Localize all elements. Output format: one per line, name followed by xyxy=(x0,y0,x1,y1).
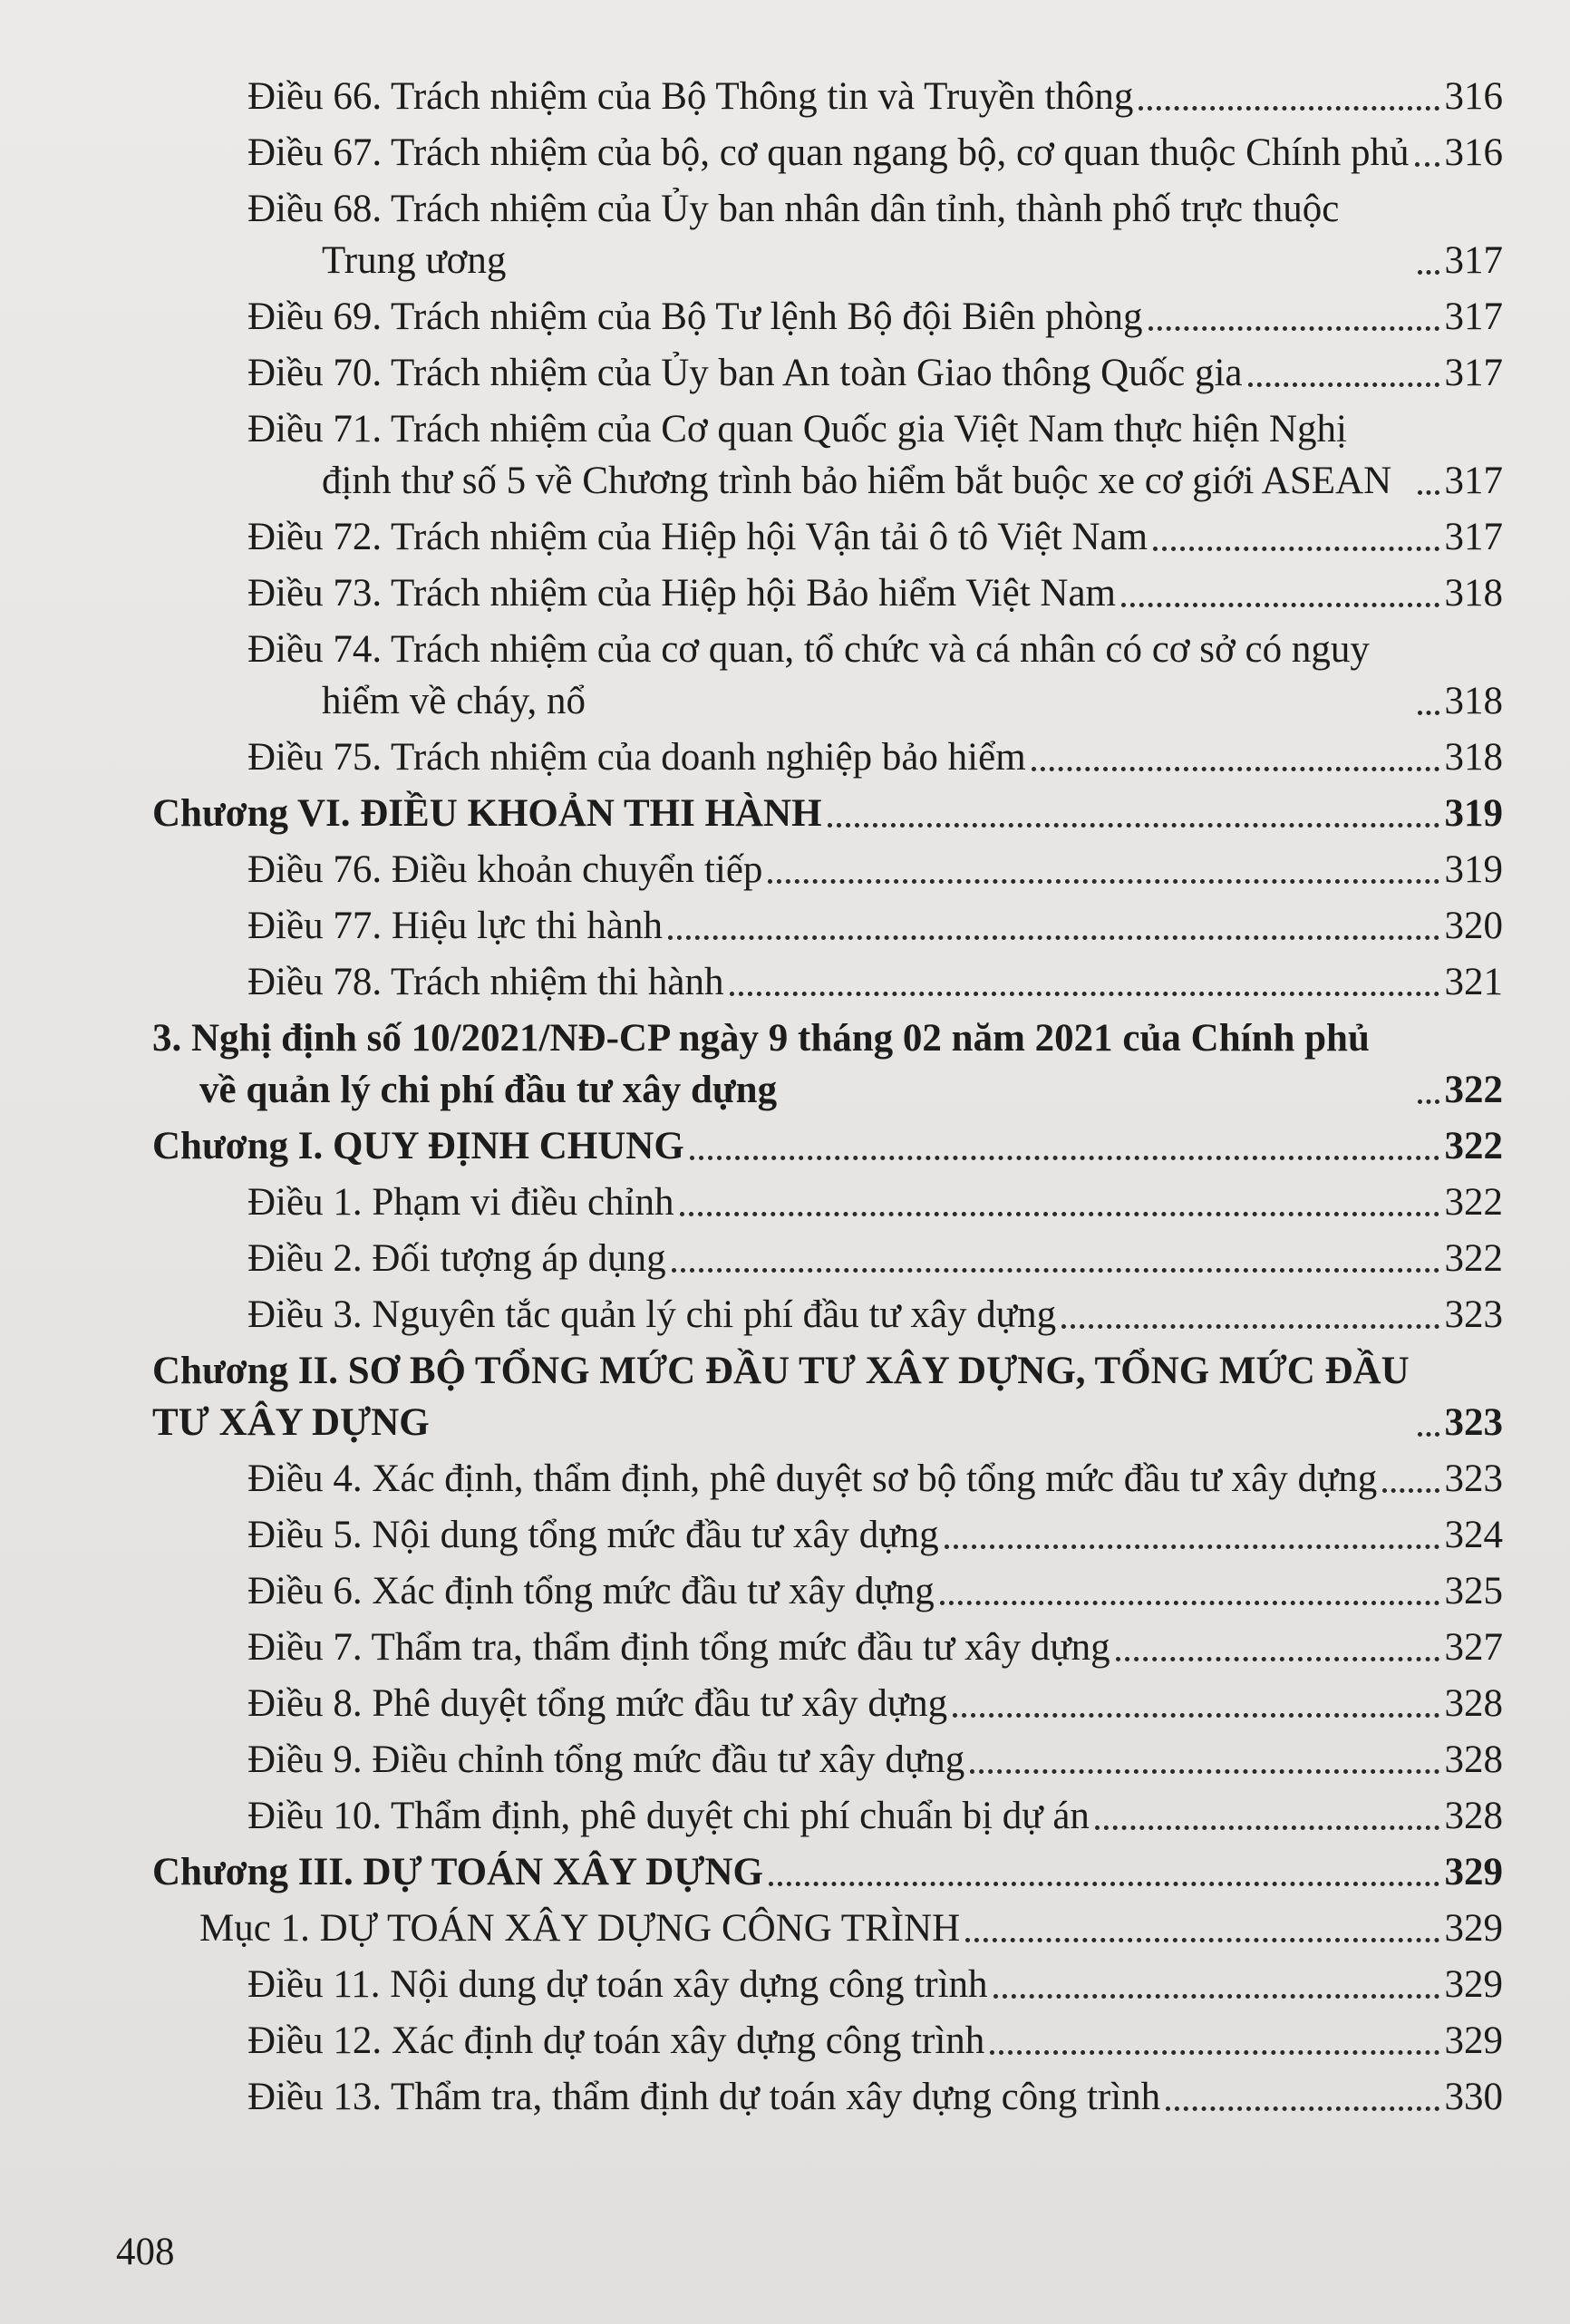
dot-leader xyxy=(690,1156,1439,1160)
toc-entry-page: 316 xyxy=(1444,131,1503,174)
toc-entry xyxy=(152,1565,1503,1617)
toc-entry-page: 317 xyxy=(1444,239,1503,282)
toc-entry xyxy=(152,511,1503,563)
dot-leader xyxy=(1418,490,1439,495)
dot-leader xyxy=(1121,603,1439,607)
toc-entry xyxy=(152,183,1503,286)
dot-leader xyxy=(1382,1488,1439,1493)
dot-leader xyxy=(945,1544,1439,1549)
toc-entry-title: Điều 8. Phê duyệt tổng mức đầu tư xây dựng xyxy=(247,1682,948,1725)
dot-leader xyxy=(1418,711,1439,715)
toc-entry-title: Điều 70. Trách nhiệm của Ủy ban An toàn Giao thông Quốc gia xyxy=(247,352,1243,394)
toc-entry-title: Chương III. DỰ TOÁN XÂY DỰNG xyxy=(152,1851,763,1893)
dot-leader xyxy=(990,2050,1439,2055)
toc-entry-title: Điều 71. Trách nhiệm của Cơ quan Quốc gia Việt Nam thực hiện Nghị định thư số 5 về Chương trình bảo hiểm bắt buộc xe cơ giới ASEAN xyxy=(247,408,1392,502)
toc-entry-title: Điều 78. Trách nhiệm thi hành xyxy=(247,961,724,1003)
dot-leader xyxy=(668,935,1439,940)
toc-entry-page: 318 xyxy=(1444,736,1503,779)
toc-entry-page: 323 xyxy=(1444,1293,1503,1336)
toc-entry-page: 322 xyxy=(1444,1237,1503,1280)
dot-leader xyxy=(769,1882,1439,1886)
toc-entry xyxy=(152,844,1503,896)
toc-entry-page: 323 xyxy=(1444,1457,1503,1500)
toc-entry-page: 319 xyxy=(1444,848,1503,891)
toc-entry-title: Điều 68. Trách nhiệm của Ủy ban nhân dân tỉnh, thành phố trực thuộc Trung ương xyxy=(247,188,1340,282)
toc-entry-page: 328 xyxy=(1444,1738,1503,1781)
page-number: 408 xyxy=(116,2231,175,2273)
toc-entry-title: Điều 11. Nội dung dự toán xây dựng công trình xyxy=(247,1963,988,2006)
toc-entry-page: 318 xyxy=(1444,680,1503,722)
toc-entry xyxy=(152,1289,1503,1341)
toc-entry-page: 322 xyxy=(1444,1181,1503,1224)
toc-entry-page: 316 xyxy=(1444,75,1503,118)
dot-leader xyxy=(1418,270,1439,275)
toc-entry xyxy=(152,2071,1503,2123)
toc-entry-title: Điều 67. Trách nhiệm của bộ, cơ quan ngang bộ, cơ quan thuộc Chính phủ xyxy=(247,131,1410,174)
toc-entry-title: Điều 66. Trách nhiệm của Bộ Thông tin và Truyền thông xyxy=(247,75,1134,118)
toc-entry-page: 318 xyxy=(1444,572,1503,615)
toc-entry-title: Chương VI. ĐIỀU KHOẢN THI HÀNH xyxy=(152,792,822,835)
toc-entry-title: Chương I. QUY ĐỊNH CHUNG xyxy=(152,1125,684,1167)
toc-entry-title: Mục 1. DỰ TOÁN XÂY DỰNG CÔNG TRÌNH xyxy=(199,1907,961,1950)
toc-entry-title: Điều 72. Trách nhiệm của Hiệp hội Vận tải ô tô Việt Nam xyxy=(247,516,1148,558)
toc-entry-page: 329 xyxy=(1444,1963,1503,2006)
dot-leader xyxy=(1418,1432,1439,1437)
toc-entry xyxy=(152,1734,1503,1786)
dot-leader xyxy=(970,1769,1439,1774)
dot-leader xyxy=(965,1938,1439,1942)
dot-leader xyxy=(1418,1099,1439,1104)
toc-entry xyxy=(152,788,1503,839)
toc-entry xyxy=(152,291,1503,343)
toc-entry-title: Điều 2. Đối tượng áp dụng xyxy=(247,1237,666,1280)
toc-entry-page: 319 xyxy=(1444,792,1503,835)
dot-leader xyxy=(1166,2106,1439,2111)
toc-entry xyxy=(152,347,1503,399)
toc-entry xyxy=(152,1790,1503,1842)
toc-entry-page: 323 xyxy=(1444,1401,1503,1444)
toc-entry xyxy=(152,567,1503,619)
toc-entry-title: Điều 9. Điều chỉnh tổng mức đầu tư xây dựng xyxy=(247,1738,965,1781)
toc-entry xyxy=(152,2015,1503,2067)
dot-leader xyxy=(1248,382,1439,387)
toc-entry-title: Điều 73. Trách nhiệm của Hiệp hội Bảo hiểm Việt Nam xyxy=(247,572,1116,615)
dot-leader xyxy=(1061,1324,1439,1329)
dot-leader xyxy=(672,1268,1439,1273)
toc-entry-title: Điều 76. Điều khoản chuyển tiếp xyxy=(247,848,763,891)
dot-leader xyxy=(828,823,1439,828)
toc-entry-page: 321 xyxy=(1444,961,1503,1003)
toc-entry-page: 322 xyxy=(1444,1069,1503,1111)
toc-entry xyxy=(152,71,1503,122)
dot-leader xyxy=(680,1212,1439,1216)
toc-entry-title: Điều 75. Trách nhiệm của doanh nghiệp bảo hiểm xyxy=(247,736,1026,779)
toc-entry xyxy=(152,1959,1503,2010)
toc-entry-title: Điều 4. Xác định, thẩm định, phê duyệt sơ bộ tổng mức đầu tư xây dựng xyxy=(247,1457,1378,1500)
toc-entry xyxy=(152,1678,1503,1729)
toc-entry xyxy=(152,1846,1503,1898)
toc-entry xyxy=(152,956,1503,1008)
toc-entry xyxy=(152,1120,1503,1172)
toc-entry-title: Điều 77. Hiệu lực thi hành xyxy=(247,905,663,947)
toc-entry-page: 317 xyxy=(1444,352,1503,394)
toc-entry-title: Điều 7. Thẩm tra, thẩm định tổng mức đầu tư xây dựng xyxy=(247,1626,1110,1669)
dot-leader xyxy=(1415,162,1439,167)
toc-entry xyxy=(152,1012,1503,1116)
toc-entry xyxy=(152,1509,1503,1561)
toc-entry-page: 322 xyxy=(1444,1125,1503,1167)
toc-entry-title: Điều 10. Thẩm định, phê duyệt chi phí chuẩn bị dự án xyxy=(247,1795,1090,1837)
toc-entry-page: 317 xyxy=(1444,460,1503,502)
toc-entry-title: Điều 1. Phạm vi điều chỉnh xyxy=(247,1181,674,1224)
toc-entry-title: 3. Nghị định số 10/2021/NĐ-CP ngày 9 tháng 02 năm 2021 của Chính phủ về quản lý chi phí đầu tư xây dựng xyxy=(152,1017,1370,1111)
toc-entry-title: Điều 13. Thẩm tra, thẩm định dự toán xây dựng công trình xyxy=(247,2076,1161,2118)
toc-entry-page: 329 xyxy=(1444,2019,1503,2062)
toc-entry xyxy=(152,403,1503,507)
toc-entry-title: Điều 3. Nguyên tắc quản lý chi phí đầu tư xây dựng xyxy=(247,1293,1057,1336)
dot-leader xyxy=(730,992,1439,996)
toc-entry xyxy=(152,1233,1503,1284)
dot-leader xyxy=(1095,1825,1439,1830)
toc-entry xyxy=(152,127,1503,179)
dot-leader xyxy=(993,1994,1439,1999)
dot-leader xyxy=(953,1713,1439,1718)
toc-entry-title: Điều 74. Trách nhiệm của cơ quan, tổ chức và cá nhân có cơ sở có nguy hiểm về cháy, nổ xyxy=(247,628,1370,722)
dot-leader xyxy=(1153,547,1439,551)
toc-entry-title: Điều 6. Xác định tổng mức đầu tư xây dựng xyxy=(247,1570,935,1612)
dot-leader xyxy=(1148,326,1439,331)
table-of-contents xyxy=(152,71,1503,2127)
dot-leader xyxy=(1032,767,1439,771)
toc-entry-title: Điều 12. Xác định dự toán xây dựng công trình xyxy=(247,2019,985,2062)
toc-entry xyxy=(152,1345,1503,1448)
toc-entry-page: 330 xyxy=(1444,2076,1503,2118)
toc-entry-page: 328 xyxy=(1444,1682,1503,1725)
toc-entry-page: 328 xyxy=(1444,1795,1503,1837)
toc-entry-page: 317 xyxy=(1444,516,1503,558)
toc-entry xyxy=(152,1903,1503,1954)
toc-entry-title: Điều 69. Trách nhiệm của Bộ Tư lệnh Bộ đội Biên phòng xyxy=(247,295,1143,338)
toc-entry-page: 317 xyxy=(1444,295,1503,338)
dot-leader xyxy=(1139,106,1439,111)
toc-entry-page: 324 xyxy=(1444,1514,1503,1556)
dot-leader xyxy=(940,1601,1439,1605)
toc-entry-page: 329 xyxy=(1444,1907,1503,1950)
toc-entry xyxy=(152,624,1503,727)
toc-entry-title: Điều 5. Nội dung tổng mức đầu tư xây dựng xyxy=(247,1514,939,1556)
toc-entry-page: 325 xyxy=(1444,1570,1503,1612)
dot-leader xyxy=(768,879,1439,884)
dot-leader xyxy=(1116,1657,1439,1661)
toc-entry xyxy=(152,900,1503,952)
toc-entry-page: 320 xyxy=(1444,905,1503,947)
toc-entry-page: 327 xyxy=(1444,1626,1503,1669)
toc-entry-title: Chương II. SƠ BỘ TỔNG MỨC ĐẦU TƯ XÂY DỰNG, TỔNG MỨC ĐẦU TƯ XÂY DỰNG xyxy=(152,1350,1410,1444)
toc-entry-page: 329 xyxy=(1444,1851,1503,1893)
toc-entry xyxy=(152,1177,1503,1228)
toc-entry xyxy=(152,1622,1503,1673)
toc-entry xyxy=(152,731,1503,783)
toc-entry xyxy=(152,1453,1503,1505)
